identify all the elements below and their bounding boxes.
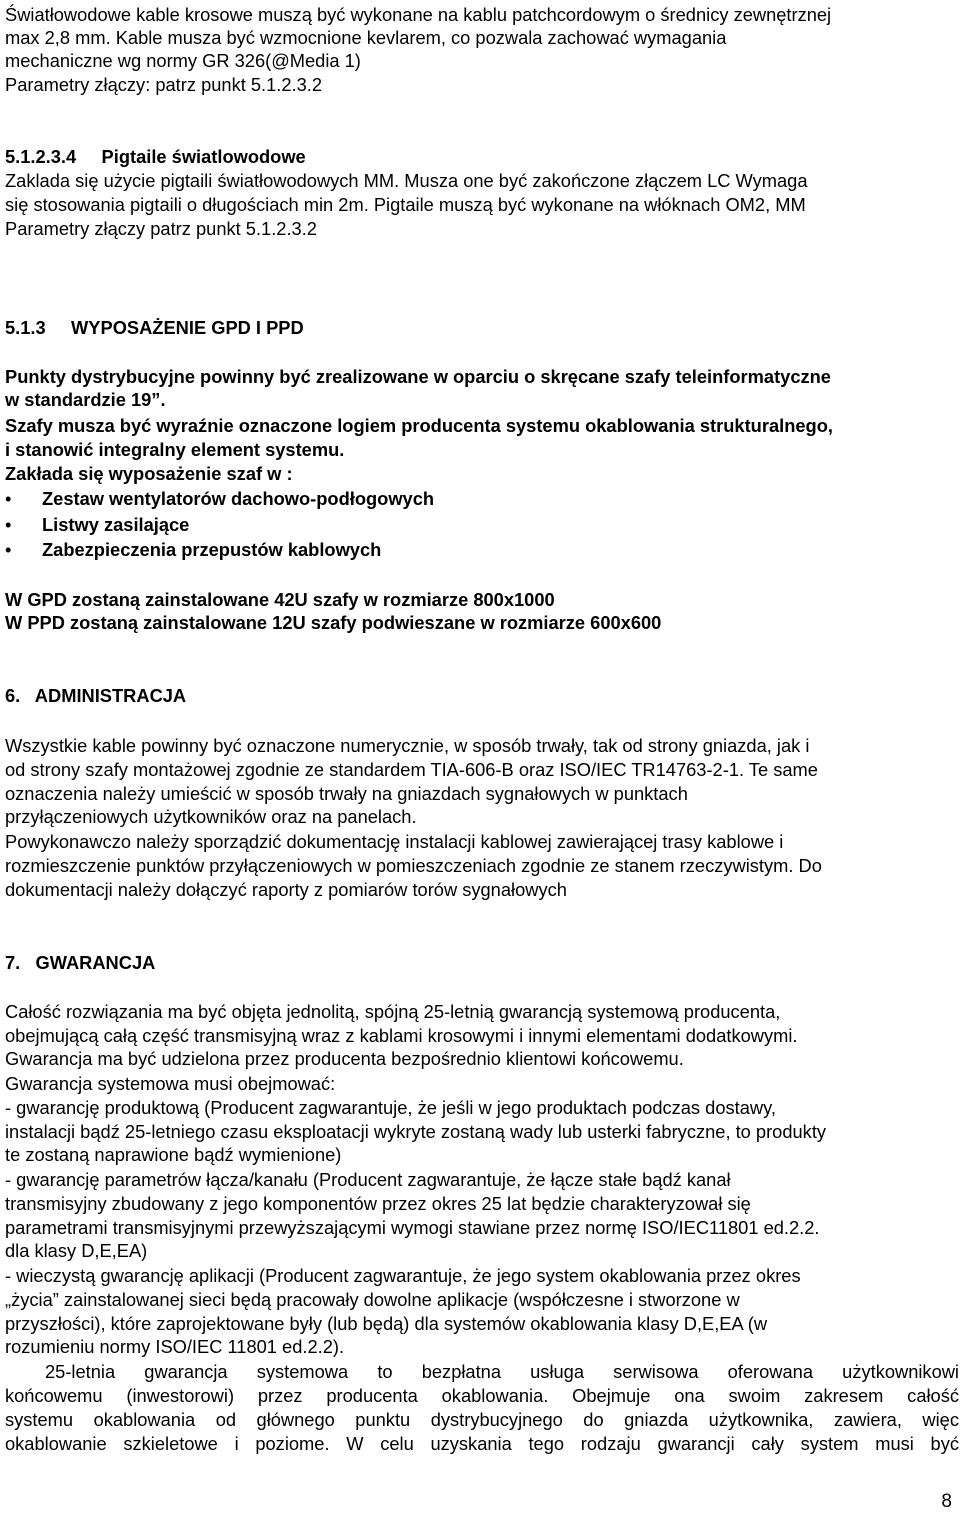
text-line: Szafy musza być wyraźnie oznaczone logiem producenta systemu okablowania strukturalnego,: [5, 415, 833, 436]
section-heading: 5.1.3 WYPOSAŻENIE GPD I PPD: [5, 317, 304, 338]
text-line: - gwarancję parametrów łącza/kanału (Producent zagwarantuje, że łącze stałe bądź kanał: [5, 1169, 731, 1190]
text-line: przyłączeniowych użytkowników oraz na panelach.: [5, 806, 417, 827]
text-line: Gwarancja systemowa musi obejmować:: [5, 1073, 336, 1094]
text-line: max 2,8 mm. Kable musza być wzmocnione kevlarem, co pozwala zachować wymagania: [5, 27, 727, 48]
text-line: „życia” zainstalowanej sieci będą pracowały dowolne aplikacje (współczesne i stworzone w: [5, 1289, 740, 1310]
text-line: systemu okablowania od głównego punktu dystrybucyjnego do gniazda użytkownika, zawiera, więc: [5, 1409, 959, 1430]
text-line: oznaczenia należy umieścić w sposób trwały na gniazdach sygnałowych w punktach: [5, 783, 688, 804]
text-line: instalacji bądź 25-letniego czasu eksploatacji wykryte zostaną wady lub usterki fabryczne, to produkty: [5, 1121, 827, 1142]
bullet-icon: •: [5, 539, 12, 560]
text-line: mechaniczne wg normy GR 326(@Media 1): [5, 50, 361, 71]
text-line: w standardzie 19”.: [5, 389, 166, 410]
text-line: transmisyjny zbudowany z jego komponentów przez okres 25 lat będzie charakteryzował się: [5, 1193, 751, 1214]
text-line: końcowemu (inwestorowi) przez producenta okablowania. Obejmuje ona swoim zakresem całość: [5, 1385, 959, 1406]
text-line: - wieczystą gwarancję aplikacji (Producent zagwarantuje, że jego system okablowania przez okres: [5, 1265, 801, 1286]
text-line: Zaklada się użycie pigtaili światłowodowych MM. Musza one być zakończone złączem LC Wymaga: [5, 170, 808, 191]
bullet-icon: •: [5, 514, 12, 535]
text-line: rozmieszczenie punktów przyłączeniowych w pomieszczeniach zgodnie ze stanem rzeczywistym. Do: [5, 855, 822, 876]
text-line: 25-letnia gwarancja systemowa to bezpłatna usługa serwisowa oferowana użytkownikowi: [45, 1361, 959, 1382]
text-line: Zakłada się wyposażenie szaf w :: [5, 463, 293, 484]
list-item: Zestaw wentylatorów dachowo-podłogowych: [42, 488, 435, 509]
text-line: Parametry złączy: patrz punkt 5.1.2.3.2: [5, 74, 323, 95]
section-heading: 7. GWARANCJA: [5, 952, 156, 973]
text-line: Wszystkie kable powinny być oznaczone numerycznie, w sposób trwały, tak od strony gniazda, jak i: [5, 735, 810, 756]
section-heading: 5.1.2.3.4 Pigtaile światlowodowe: [5, 146, 306, 167]
text-line: Gwarancja ma być udzielona przez producenta bezpośrednio klientowi końcowemu.: [5, 1048, 684, 1069]
text-line: W PPD zostaną zainstalowane 12U szafy podwieszane w rozmiarze 600x600: [5, 612, 662, 633]
list-item: Listwy zasilające: [42, 514, 190, 535]
text-line: Światłowodowe kable krosowe muszą być wykonane na kablu patchcordowym o średnicy zewnętrznej: [5, 4, 832, 25]
text-line: Powykonawczo należy sporządzić dokumentację instalacji kablowej zawierającej trasy kablowe i: [5, 831, 784, 852]
text-line: parametrami transmisyjnymi przewyższającymi wymogi stawiane przez normę ISO/IEC11801 ed.2.2.: [5, 1217, 820, 1238]
text-line: przyszłości), które zaprojektowane były (lub będą) dla systemów okablowania klasy D,E,EA (w: [5, 1313, 768, 1334]
list-item: Zabezpieczenia przepustów kablowych: [42, 539, 382, 560]
text-line: dokumentacji należy dołączyć raporty z pomiarów torów sygnałowych: [5, 879, 567, 900]
text-line: i stanowić integralny element systemu.: [5, 439, 345, 460]
text-line: obejmującą całą część transmisyjną wraz z kablami krosowymi i innymi elementami dodatkowymi.: [5, 1025, 798, 1046]
text-line: okablowanie szkieletowe i poziome. W celu uzyskania tego rodzaju gwarancji cały system musi być: [5, 1433, 959, 1454]
section-heading: 6. ADMINISTRACJA: [5, 685, 187, 706]
text-line: te zostaną naprawione bądź wymienione): [5, 1144, 342, 1165]
text-line: od strony szafy montażowej zgodnie ze standardem TIA-606-B oraz ISO/IEC TR14763-2-1. Te same: [5, 759, 818, 780]
text-line: W GPD zostaną zainstalowane 42U szafy w rozmiarze 800x1000: [5, 589, 555, 610]
text-line: się stosowania pigtaili o długościach min 2m. Pigtaile muszą być wykonane na włóknach OM2, MM: [5, 194, 806, 215]
bullet-icon: •: [5, 488, 12, 509]
text-line: Parametry złączy patrz punkt 5.1.2.3.2: [5, 218, 317, 239]
text-line: rozumieniu normy ISO/IEC 11801 ed.2.2).: [5, 1336, 345, 1357]
text-line: Całość rozwiązania ma być objęta jednolitą, spójną 25-letnią gwarancją systemową producenta,: [5, 1001, 781, 1022]
text-line: dla klasy D,E,EA): [5, 1240, 148, 1261]
text-line: - gwarancję produktową (Producent zagwarantuje, że jeśli w jego produktach podczas dostawy,: [5, 1097, 776, 1118]
text-line: Punkty dystrybucyjne powinny być zrealizowane w oparciu o skręcane szafy teleinformatyczne: [5, 366, 831, 387]
page-number: 8: [941, 1491, 952, 1512]
